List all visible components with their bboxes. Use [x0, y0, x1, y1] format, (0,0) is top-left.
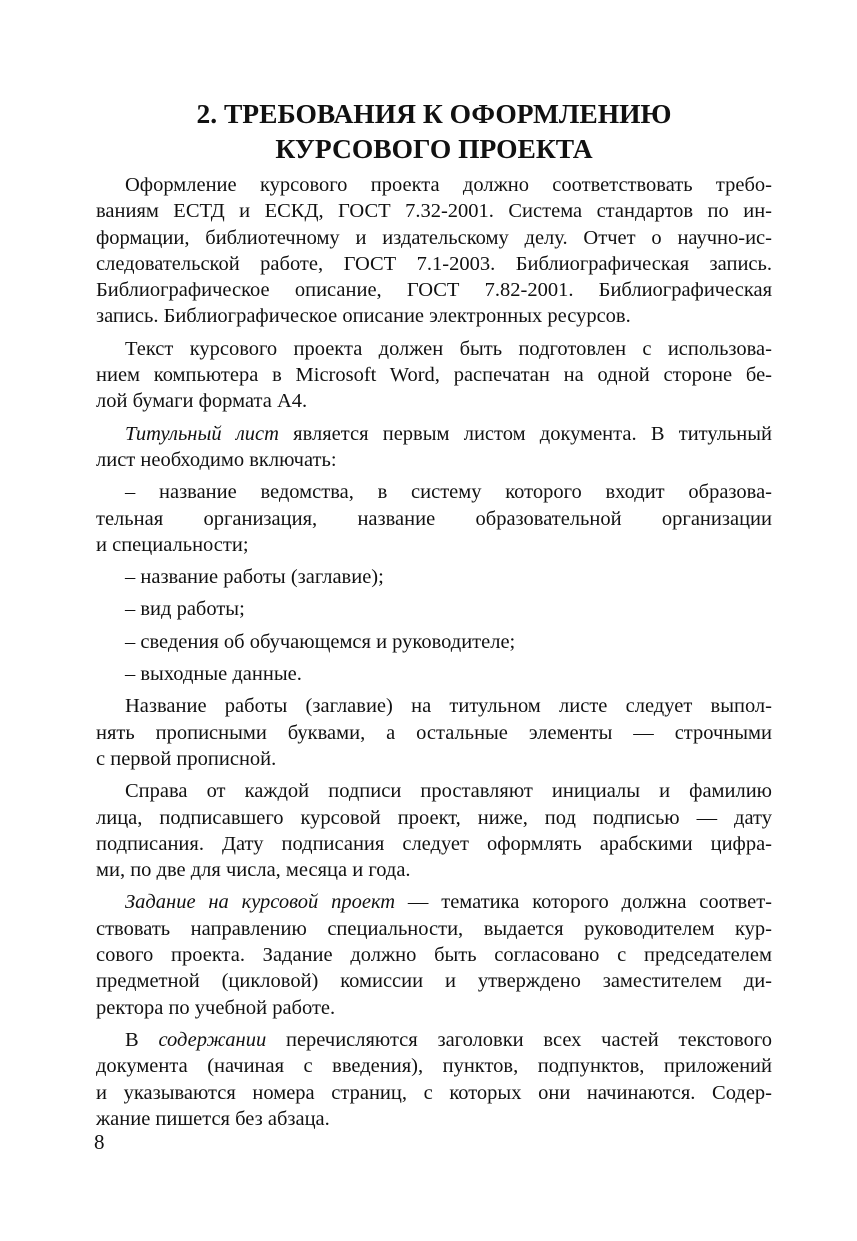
heading-line-2: КУРСОВОГО ПРОЕКТА [275, 133, 593, 164]
text-line: сового проекта. Задание должно быть согласовано с председателем [96, 944, 772, 967]
section-heading [96, 96, 772, 166]
text-line: запись. Библиографическое описание электронных ресурсов. [96, 305, 631, 328]
list-item [96, 629, 772, 655]
text-fragment: В [125, 1028, 159, 1051]
paragraph-standards [96, 172, 772, 330]
page-number: 8 [94, 1130, 105, 1154]
text-line: подписания. Дату подписания следует оформлять арабскими цифра- [96, 832, 772, 855]
text-line: Название работы (заглавие) на титульном листе следует выпол- [125, 695, 772, 718]
italic-term: Задание на курсовой проект [125, 891, 396, 914]
text-line: нием компьютера в Microsoft Word, распечатан на одной стороне бе- [96, 364, 772, 387]
text-line: формации, библиотечному и издательскому делу. Отчет о научно-ис- [96, 226, 772, 249]
text-line [96, 889, 772, 915]
text-line: Библиографическое описание, ГОСТ 7.82-2001. Библиографическая [96, 279, 772, 302]
text-line: – название ведомства, в систему которого входит образова- [125, 481, 772, 504]
text-line: – название работы (заглавие); [125, 566, 384, 589]
text-line: Текст курсового проекта должен быть подготовлен с использова- [125, 337, 772, 360]
list-item [96, 596, 772, 622]
text-line: лист необходимо включать: [96, 448, 337, 471]
paragraph-title-case [96, 693, 772, 772]
text-line: нять прописными буквами, а остальные элементы — строчными [96, 721, 772, 744]
paragraph-contents [96, 1027, 772, 1132]
text-line: лица, подписавшего курсовой проект, ниже, под подписью — дату [96, 806, 772, 829]
text-fragment: является первым листом документа. В титульный [278, 422, 773, 445]
list-item [96, 564, 772, 590]
text-line: ствовать направлению специальности, выдается руководителем кур- [96, 917, 772, 940]
text-line [96, 1027, 772, 1053]
text-fragment: — тематика которого должна соответ- [395, 891, 772, 914]
paragraph-assignment [96, 889, 772, 1020]
list-item [96, 661, 772, 687]
paragraph-title-page [96, 421, 772, 474]
text-line: жание пишется без абзаца. [96, 1107, 330, 1130]
text-line: ми, по две для числа, месяца и года. [96, 859, 411, 882]
text-line: – вид работы; [125, 598, 245, 621]
paragraph-signatures [96, 778, 772, 883]
text-line: с первой прописной. [96, 747, 277, 770]
text-line: предметной (цикловой) комиссии и утверждено заместителем ди- [96, 970, 772, 993]
text-line: ваниям ЕСТД и ЕСКД, ГОСТ 7.32-2001. Система стандартов по ин- [96, 200, 772, 223]
body-text [96, 172, 772, 1138]
text-line: следовательской работе, ГОСТ 7.1-2003. Библиографическая запись. [96, 252, 772, 275]
italic-term: Титульный лист [125, 422, 279, 445]
text-line [96, 421, 772, 447]
heading-line-1: 2. ТРЕБОВАНИЯ К ОФОРМЛЕНИЮ [196, 98, 672, 129]
text-line: Справа от каждой подписи проставляют инициалы и фамилию [125, 780, 772, 803]
text-fragment: перечисляются заголовки всех частей текстового [266, 1028, 772, 1051]
text-line: и указываются номера страниц, с которых они начинаются. Содер- [96, 1081, 772, 1104]
text-line: лой бумаги формата А4. [96, 390, 308, 413]
list-item [96, 479, 772, 558]
text-line: – выходные данные. [125, 663, 302, 686]
text-line: документа (начиная с введения), пунктов, подпунктов, приложений [96, 1055, 772, 1078]
text-line: ректора по учебной работе. [96, 996, 336, 1019]
text-line: и специальности; [96, 533, 249, 556]
text-line: тельная организация, название образовательной организации [96, 507, 772, 530]
italic-term: содержании [158, 1028, 267, 1051]
text-line: – сведения об обучающемся и руководителе; [125, 630, 516, 653]
text-line: Оформление курсового проекта должно соответствовать требо- [125, 174, 772, 196]
paragraph-word [96, 336, 772, 415]
